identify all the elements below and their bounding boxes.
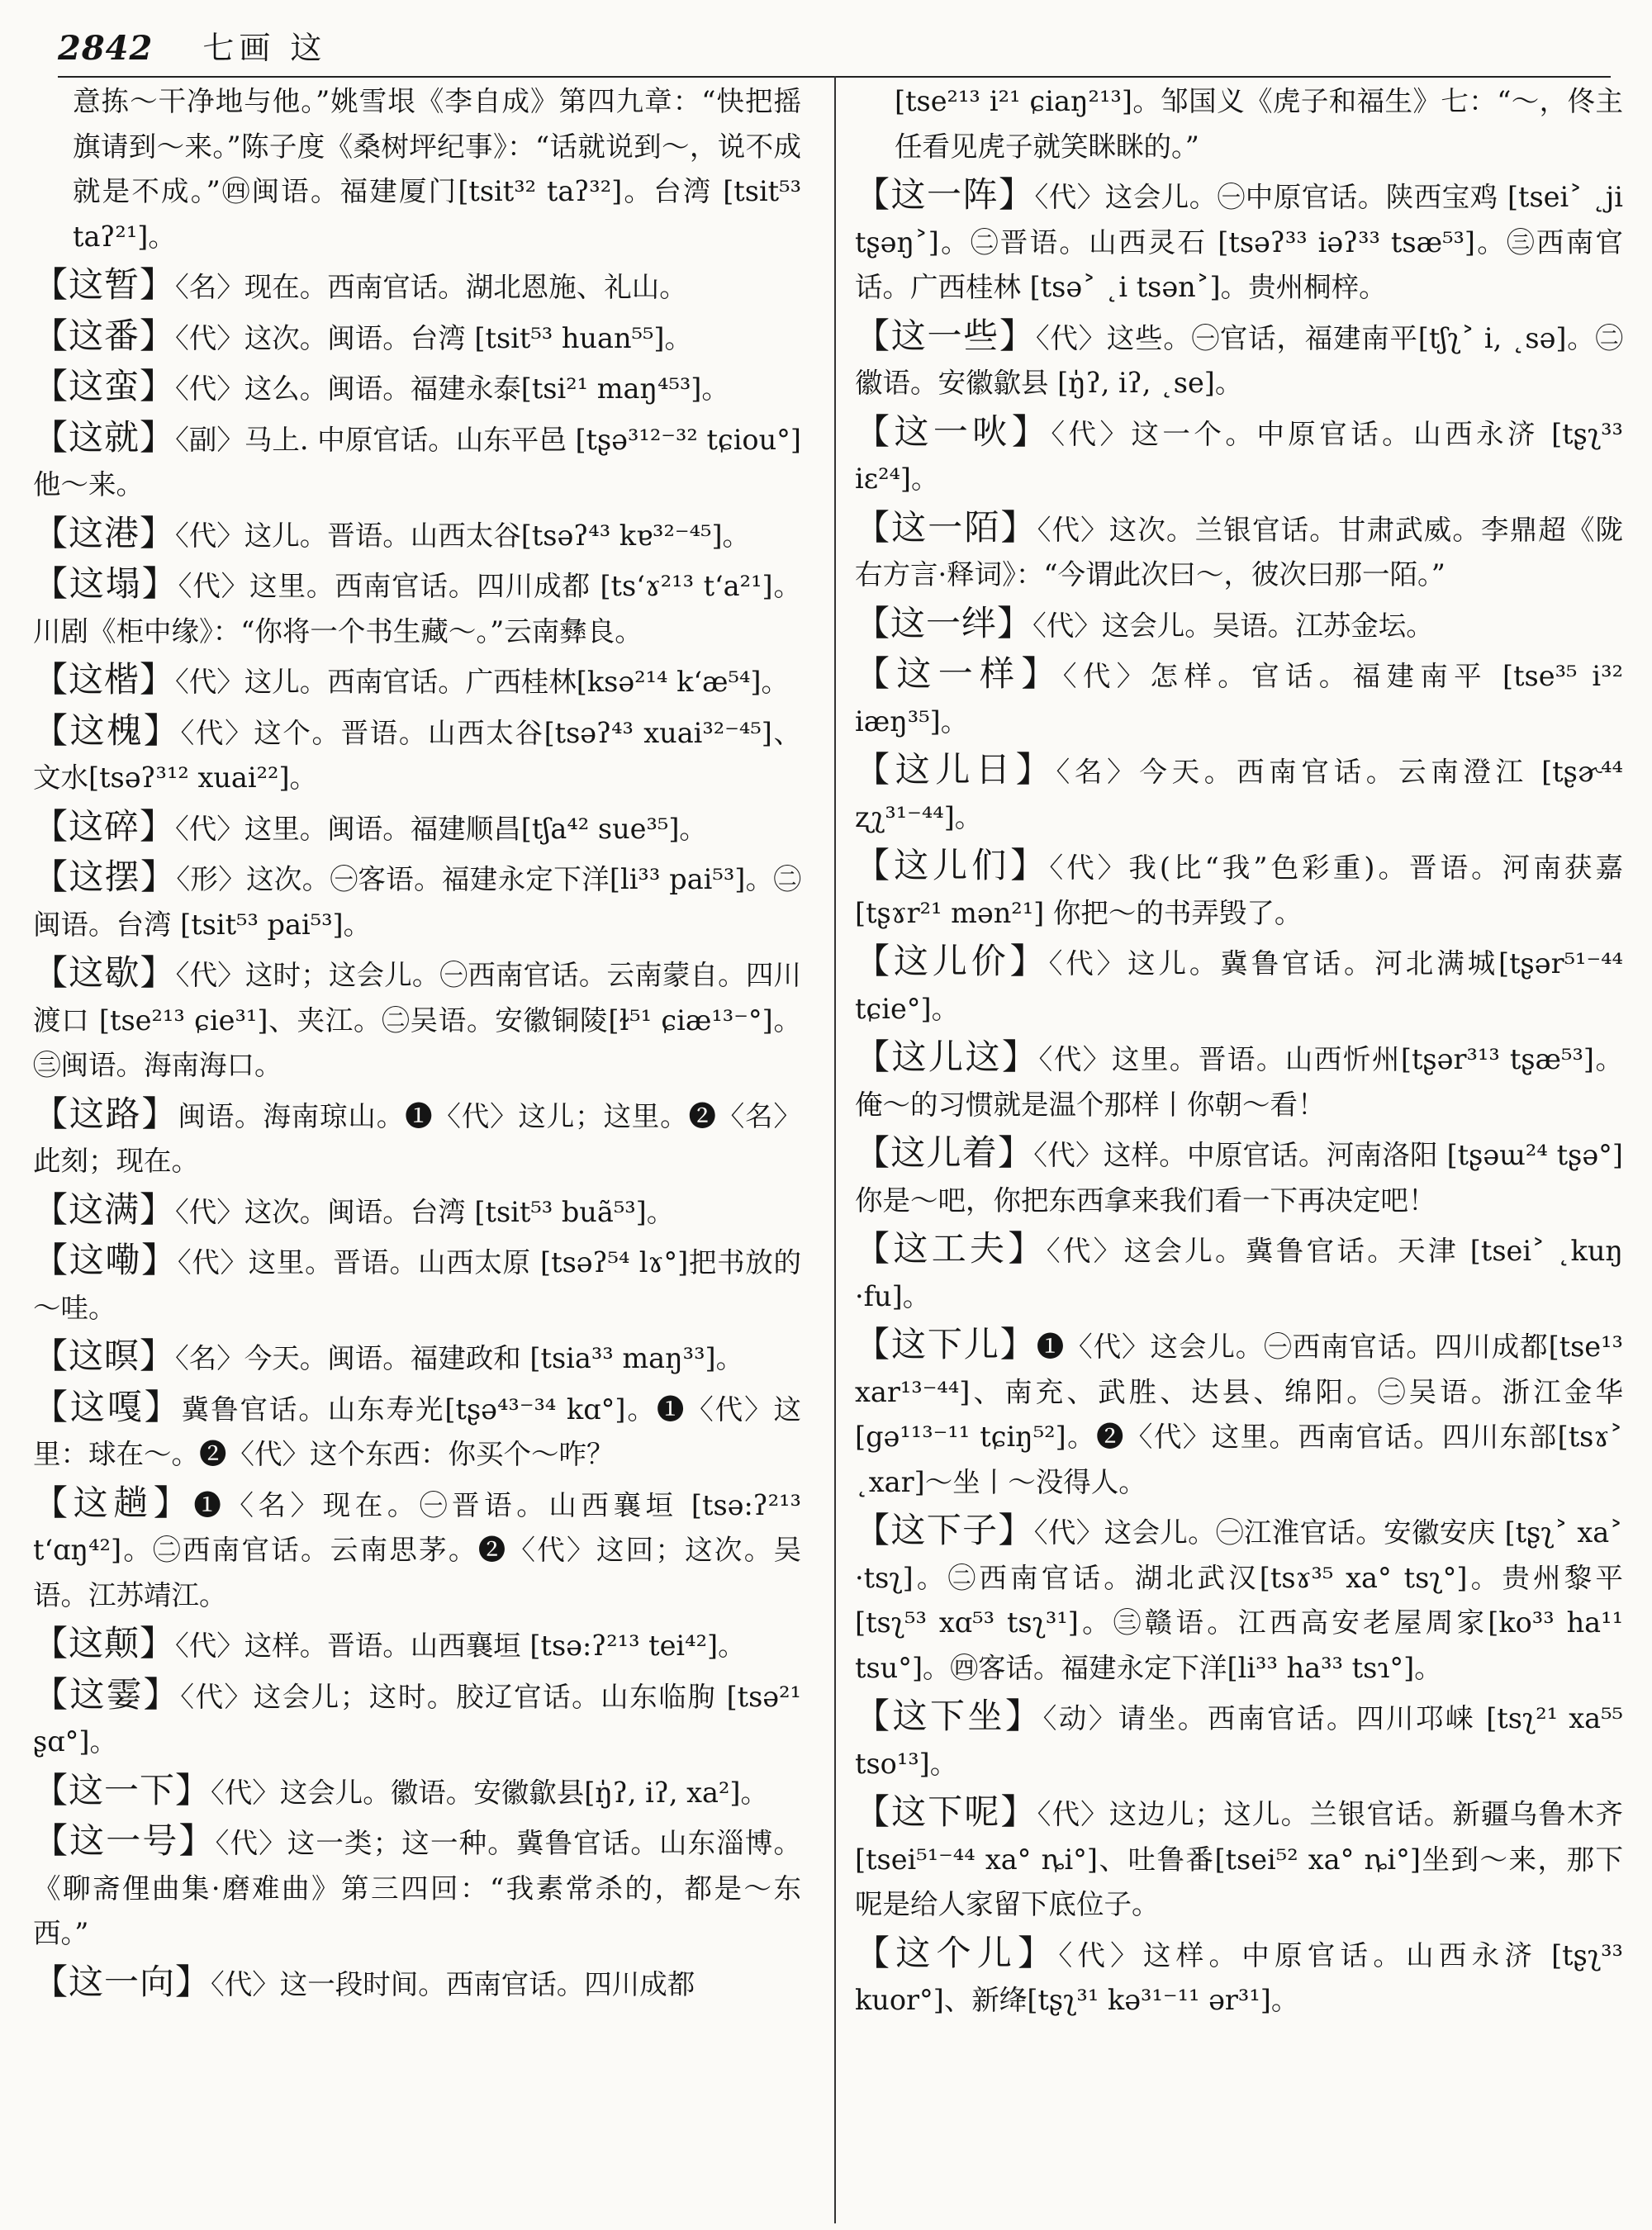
entry-headword: 【这儿日】 xyxy=(855,749,1056,790)
page-number: 2842 xyxy=(58,29,154,68)
entry-definition: 〈代〉这样。中原官话。山西永济 [tʂʅ³³ kuor°]、新绛[tʂʅ³¹ kə³¹⁻¹¹ ər³¹]。 xyxy=(855,1938,1623,2016)
entry-headword: 【这一绊】 xyxy=(855,602,1033,643)
dictionary-entry xyxy=(855,173,1623,311)
entry-definition: 〈动〉请坐。西南官话。四川邛崃 [tsʅ²¹ xa⁵⁵ tso¹³]。 xyxy=(855,1702,1623,1780)
entry-definition: 〈代〉这儿。晋语。山西太谷[tsəʔ⁴³ kɐ³²⁻⁴⁵]。 xyxy=(175,519,751,552)
entry-headword: 【这楷】 xyxy=(33,659,176,700)
entry-headword: 【这番】 xyxy=(33,315,176,356)
entry-definition: ❶〈名〉现在。㊀晋语。山西襄垣 [tsə:ʔ²¹³ tʻɑŋ⁴²]。㊁西南官话。云南思茅。❷〈代〉这回；这次。吴语。江苏靖江。 xyxy=(33,1488,801,1611)
entry-definition: 〈代〉这里。闽语。福建顺昌[tʃa⁴² sue³⁵]。 xyxy=(175,812,707,845)
dictionary-entry xyxy=(33,1188,801,1236)
dictionary-entry xyxy=(33,1481,801,1619)
left-column xyxy=(33,79,801,2218)
entry-definition: 〈副〉马上. 中原官话。山东平邑 [tʂə³¹²⁻³² tɕiou°]他～来。 xyxy=(33,423,801,501)
entry-headword: 【这一些】 xyxy=(855,315,1036,356)
dictionary-entry xyxy=(855,79,1623,169)
entry-definition: 〈代〉这次。闽语。台湾 [tsit⁵³ buã⁵³]。 xyxy=(175,1195,675,1228)
entry-definition: ❶〈代〉这会儿。㊀西南官话。四川成都[tse¹³ xar¹³⁻⁴⁴]、南充、武胜、达县、绵阳。㊁吴语。浙江金华[gə¹¹³⁻¹¹ tɕiŋ⁵²]。❷〈代〉这里。西南官话。四川东部[tsɤ˃ ˛xar]～坐丨～没得人。 xyxy=(855,1331,1623,1498)
entry-definition: 〈代〉这时；这会儿。㊀西南官话。云南蒙自。四川渡口 [tse²¹³ ɕie³¹]、夹江。㊁吴语。安徽铜陵[ɫ⁵¹ ɕiæ¹³⁻°]。㊂闽语。海南海口。 xyxy=(33,959,801,1081)
entry-definition: 〈代〉这边儿；这儿。兰银官话。新疆乌鲁木齐[tsei⁵¹⁻⁴⁴ xa° ȵi°]、吐鲁番[tsei⁵² xa° ȵi°]坐到～来，那下呢是给人家留下底位子。 xyxy=(855,1798,1623,1920)
entry-definition: 〈代〉这里。西南官话。四川成都 [tsʻɤ²¹³ tʻa²¹]。川剧《柜中缘》：“你将一个书生藏～。”云南彝良。 xyxy=(33,570,801,648)
entry-headword: 【这暝】 xyxy=(33,1336,176,1376)
entry-definition: 意拣～干净地与他。”姚雪垠《李自成》第四九章：“快把摇旗请到～来。”陈子度《桑树坪纪事》：“话就说到～，说不成就是不成。”㊃闽语。福建厦门[tsit³² taʔ³²]。台湾 [tsit⁵³ taʔ²¹]。 xyxy=(73,85,801,253)
entry-headword: 【这槐】 xyxy=(33,709,181,751)
dictionary-entry xyxy=(33,511,801,559)
entry-headword: 【这就】 xyxy=(33,416,176,458)
entry-headword: 【这下子】 xyxy=(855,1510,1034,1550)
dictionary-entry xyxy=(855,410,1623,502)
entry-headword: 【这塌】 xyxy=(33,563,178,604)
entry-definition: 〈代〉这些。㊀官话，福建南平[tʃʅ˃ i, ˛sə]。㊁徽语。安徽歙县 [ŋ̍ʔ, iʔ, ˛se]。 xyxy=(855,321,1623,399)
entry-headword: 【这工夫】 xyxy=(855,1228,1047,1269)
dictionary-entry xyxy=(855,1931,1623,2024)
dictionary-entry xyxy=(855,314,1623,406)
dictionary-entry xyxy=(33,1092,801,1184)
dictionary-entry xyxy=(33,79,801,259)
dictionary-entry xyxy=(855,1790,1623,1928)
entry-definition: 闽语。海南琼山。❶〈代〉这儿；这里。❷〈名〉此刻；现在。 xyxy=(33,1099,801,1177)
entry-definition: 〈代〉这儿。西南官话。广西桂林[ksə²¹⁴ kʻæ⁵⁴]。 xyxy=(175,666,789,698)
entry-definition: 〈代〉这会儿。吴语。江苏金坛。 xyxy=(1032,609,1434,642)
entry-headword: 【这下呢】 xyxy=(855,1791,1037,1832)
entry-headword: 【这蛮】 xyxy=(33,366,176,406)
entry-headword: 【这港】 xyxy=(33,512,176,553)
entry-definition: 〈代〉这次。兰银官话。甘肃武威。李鼎超《陇右方言·释词》：“今谓此次曰～，彼次曰那一陌。” xyxy=(855,513,1623,591)
dictionary-entry xyxy=(33,1621,801,1669)
dictionary-entry xyxy=(855,1035,1623,1127)
dictionary-entry xyxy=(855,1508,1623,1691)
section-heading: 七画 这 xyxy=(202,30,327,66)
dictionary-entry xyxy=(855,747,1623,840)
entry-headword: 【这一向】 xyxy=(33,1961,211,2002)
dictionary-entry xyxy=(855,601,1623,649)
dictionary-entry xyxy=(33,657,801,705)
entry-definition: 〈代〉这会儿。㊀江淮官话。安徽安庆 [tʂʅ˃ xa˃ ·tsʅ]。㊁西南官话。湖北武汉[tsɤ³⁵ xa° tsʅ°]。贵州黎平[tsʅ⁵³ xɑ⁵³ tsʅ³¹]。㊂赣语。江西高安老屋周家[ko³³ ha¹¹ tsu°]。㊃客话。福建永定下洋[li³³ ha³³ tsɿ°]。 xyxy=(855,1516,1623,1684)
dictionary-entry xyxy=(33,1768,801,1816)
entry-definition: 〈代〉这里。晋语。山西忻州[tʂər³¹³ tʂæ⁵³]。俺～的习惯就是温个那样丨你朝～看！ xyxy=(855,1043,1623,1121)
entry-headword: 【这下坐】 xyxy=(855,1696,1043,1736)
dictionary-entry xyxy=(855,1322,1623,1505)
entry-headword: 【这一样】 xyxy=(855,653,1063,694)
entry-headword: 【这儿价】 xyxy=(855,941,1049,981)
dictionary-entry xyxy=(33,263,801,311)
entry-headword: 【这儿这】 xyxy=(855,1037,1039,1077)
dictionary-entry xyxy=(855,843,1623,936)
entry-definition: 〈名〉今天。闽语。福建政和 [tsia³³ maŋ³³]。 xyxy=(175,1342,744,1374)
entry-headword: 【这一陌】 xyxy=(855,506,1037,548)
entry-definition: 〈代〉这个。晋语。山西太谷[tsəʔ⁴³ xuai³²⁻⁴⁵]、文水[tsəʔ³¹² xuai²²]。 xyxy=(33,716,801,794)
dictionary-entry xyxy=(855,1226,1623,1319)
dictionary-entry xyxy=(33,364,801,412)
dictionary-entry xyxy=(33,562,801,654)
entry-headword: 【这歇】 xyxy=(33,952,176,993)
dictionary-entry xyxy=(33,1238,801,1331)
dictionary-entry xyxy=(33,1960,801,2008)
dictionary-entry xyxy=(855,939,1623,1032)
entry-headword: 【这满】 xyxy=(33,1189,176,1230)
entry-definition: 〈代〉这会儿；这时。胶辽官话。山东临朐 [tsə²¹ ʂɑ°]。 xyxy=(33,1680,801,1758)
entry-definition: 〈代〉这儿。冀鲁官话。河北满城[tʂər⁵¹⁻⁴⁴ tɕie°]。 xyxy=(855,947,1623,1025)
column-divider xyxy=(834,76,836,2223)
entry-headword: 【这霎】 xyxy=(33,1673,181,1715)
right-column xyxy=(855,79,1623,2218)
entry-headword: 【这嘎】 xyxy=(33,1386,182,1427)
entry-headword: 【这一下】 xyxy=(33,1769,211,1810)
dictionary-entry xyxy=(33,1334,801,1382)
entry-definition: 〈代〉这样。晋语。山西襄垣 [tsə:ʔ²¹³ tei⁴²]。 xyxy=(175,1630,746,1662)
entry-headword: 【这碎】 xyxy=(33,805,176,847)
entry-headword: 【这嘞】 xyxy=(33,1240,178,1280)
entry-definition: 〈代〉这一类；这一种。冀鲁官话。山东淄博。《聊斋俚曲集·磨难曲》第三四回：“我素常杀的，都是～东西。” xyxy=(33,1827,801,1949)
entry-definition: 〈代〉这样。中原官话。河南洛阳 [tʂəɯ²⁴ tʂə°]你是～吧，你把东西拿来我们看一下再决定吧！ xyxy=(855,1139,1623,1217)
dictionary-entry xyxy=(855,505,1623,598)
dictionary-entry xyxy=(33,804,801,852)
entry-headword: 【这趟】 xyxy=(33,1482,194,1523)
dictionary-entry xyxy=(855,652,1623,744)
entry-headword: 【这儿着】 xyxy=(855,1132,1034,1173)
entry-headword: 【这一吙】 xyxy=(855,410,1051,452)
entry-definition: 〈形〉这次。㊀客语。福建永定下洋[li³³ pai⁵³]。㊁闽语。台湾 [tsit⁵³ pai⁵³]。 xyxy=(33,863,801,941)
dictionary-entry xyxy=(33,1385,801,1478)
dictionary-entry xyxy=(855,1694,1623,1786)
dictionary-entry xyxy=(33,855,801,947)
dictionary-entry xyxy=(855,1131,1623,1223)
entry-definition: 〈代〉这会儿。徽语。安徽歙县[ŋ̍ʔ, iʔ, xa²]。 xyxy=(211,1776,769,1809)
dictionary-entry xyxy=(33,951,801,1089)
entry-headword: 【这下儿】 xyxy=(855,1324,1037,1364)
dictionary-entry xyxy=(33,1672,801,1765)
entry-definition: 〈代〉我(比“我”色彩重)。晋语。河南获嘉 [tʂɤr²¹ mən²¹] 你把～的书弄毁了。 xyxy=(855,852,1623,929)
entry-headword: 【这暂】 xyxy=(33,264,176,305)
entry-headword: 【这个儿】 xyxy=(855,1932,1059,1973)
entry-headword: 【这一阵】 xyxy=(855,174,1035,215)
entry-definition: 〈名〉今天。西南官话。云南澄江 [tʂɚ⁴⁴ ʐʅ³¹⁻⁴⁴]。 xyxy=(855,756,1623,833)
entry-definition: [tse²¹³ i²¹ ɕiaŋ²¹³]。邹国义《虎子和福生》七：“～，佟主任看见虎子就笑眯眯的。” xyxy=(895,85,1623,163)
dictionary-entry xyxy=(33,709,801,801)
dictionary-entry xyxy=(33,314,801,362)
entry-definition: 〈代〉怎样。官话。福建南平 [tse³⁵ i³² iæŋ³⁵]。 xyxy=(855,660,1623,738)
entry-headword: 【这儿们】 xyxy=(855,845,1050,885)
dictionary-entry xyxy=(33,1819,801,1957)
entry-headword: 【这摆】 xyxy=(33,856,177,897)
entry-headword: 【这路】 xyxy=(33,1093,178,1134)
entry-definition: 〈代〉这里。晋语。山西太原 [tsəʔ⁵⁴ lɤ°]把书放的～哇。 xyxy=(33,1246,801,1324)
entry-definition: 〈代〉这么。闽语。福建永泰[tsi²¹ maŋ⁴⁵³]。 xyxy=(175,372,729,405)
dictionary-entry xyxy=(33,415,801,508)
entry-definition: 〈代〉这会儿。冀鲁官话。天津 [tsei˃ ˛kuŋ ·fu]。 xyxy=(855,1235,1623,1312)
entry-headword: 【这一号】 xyxy=(33,1820,216,1861)
entry-definition: 〈代〉这一个。中原官话。山西永济 [tʂʅ³³ iɛ²⁴]。 xyxy=(855,417,1623,495)
entry-definition: 冀鲁官话。山东寿光[tʂə⁴³⁻³⁴ kɑ°]。❶〈代〉这里：球在～。❷〈代〉这个东西：你买个～咋？ xyxy=(33,1393,801,1470)
entry-definition: 〈代〉这一段时间。西南官话。四川成都 xyxy=(211,1967,695,2000)
entry-headword: 【这颠】 xyxy=(33,1623,176,1663)
entry-definition: 〈名〉现在。西南官话。湖北恩施、礼山。 xyxy=(175,271,687,303)
entry-definition: 〈代〉这会儿。㊀中原官话。陕西宝鸡 [tsei˃ ˛ji tʂəŋ˃]。㊁晋语。山西灵石 [tsəʔ³³ iəʔ³³ tsæ⁵³]。㊂西南官话。广西桂林 [tsə˃ ˛i tsən˃]。贵州桐梓。 xyxy=(855,181,1623,303)
entry-definition: 〈代〉这次。闽语。台湾 [tsit⁵³ huan⁵⁵]。 xyxy=(175,321,692,354)
page-header xyxy=(58,18,1611,68)
